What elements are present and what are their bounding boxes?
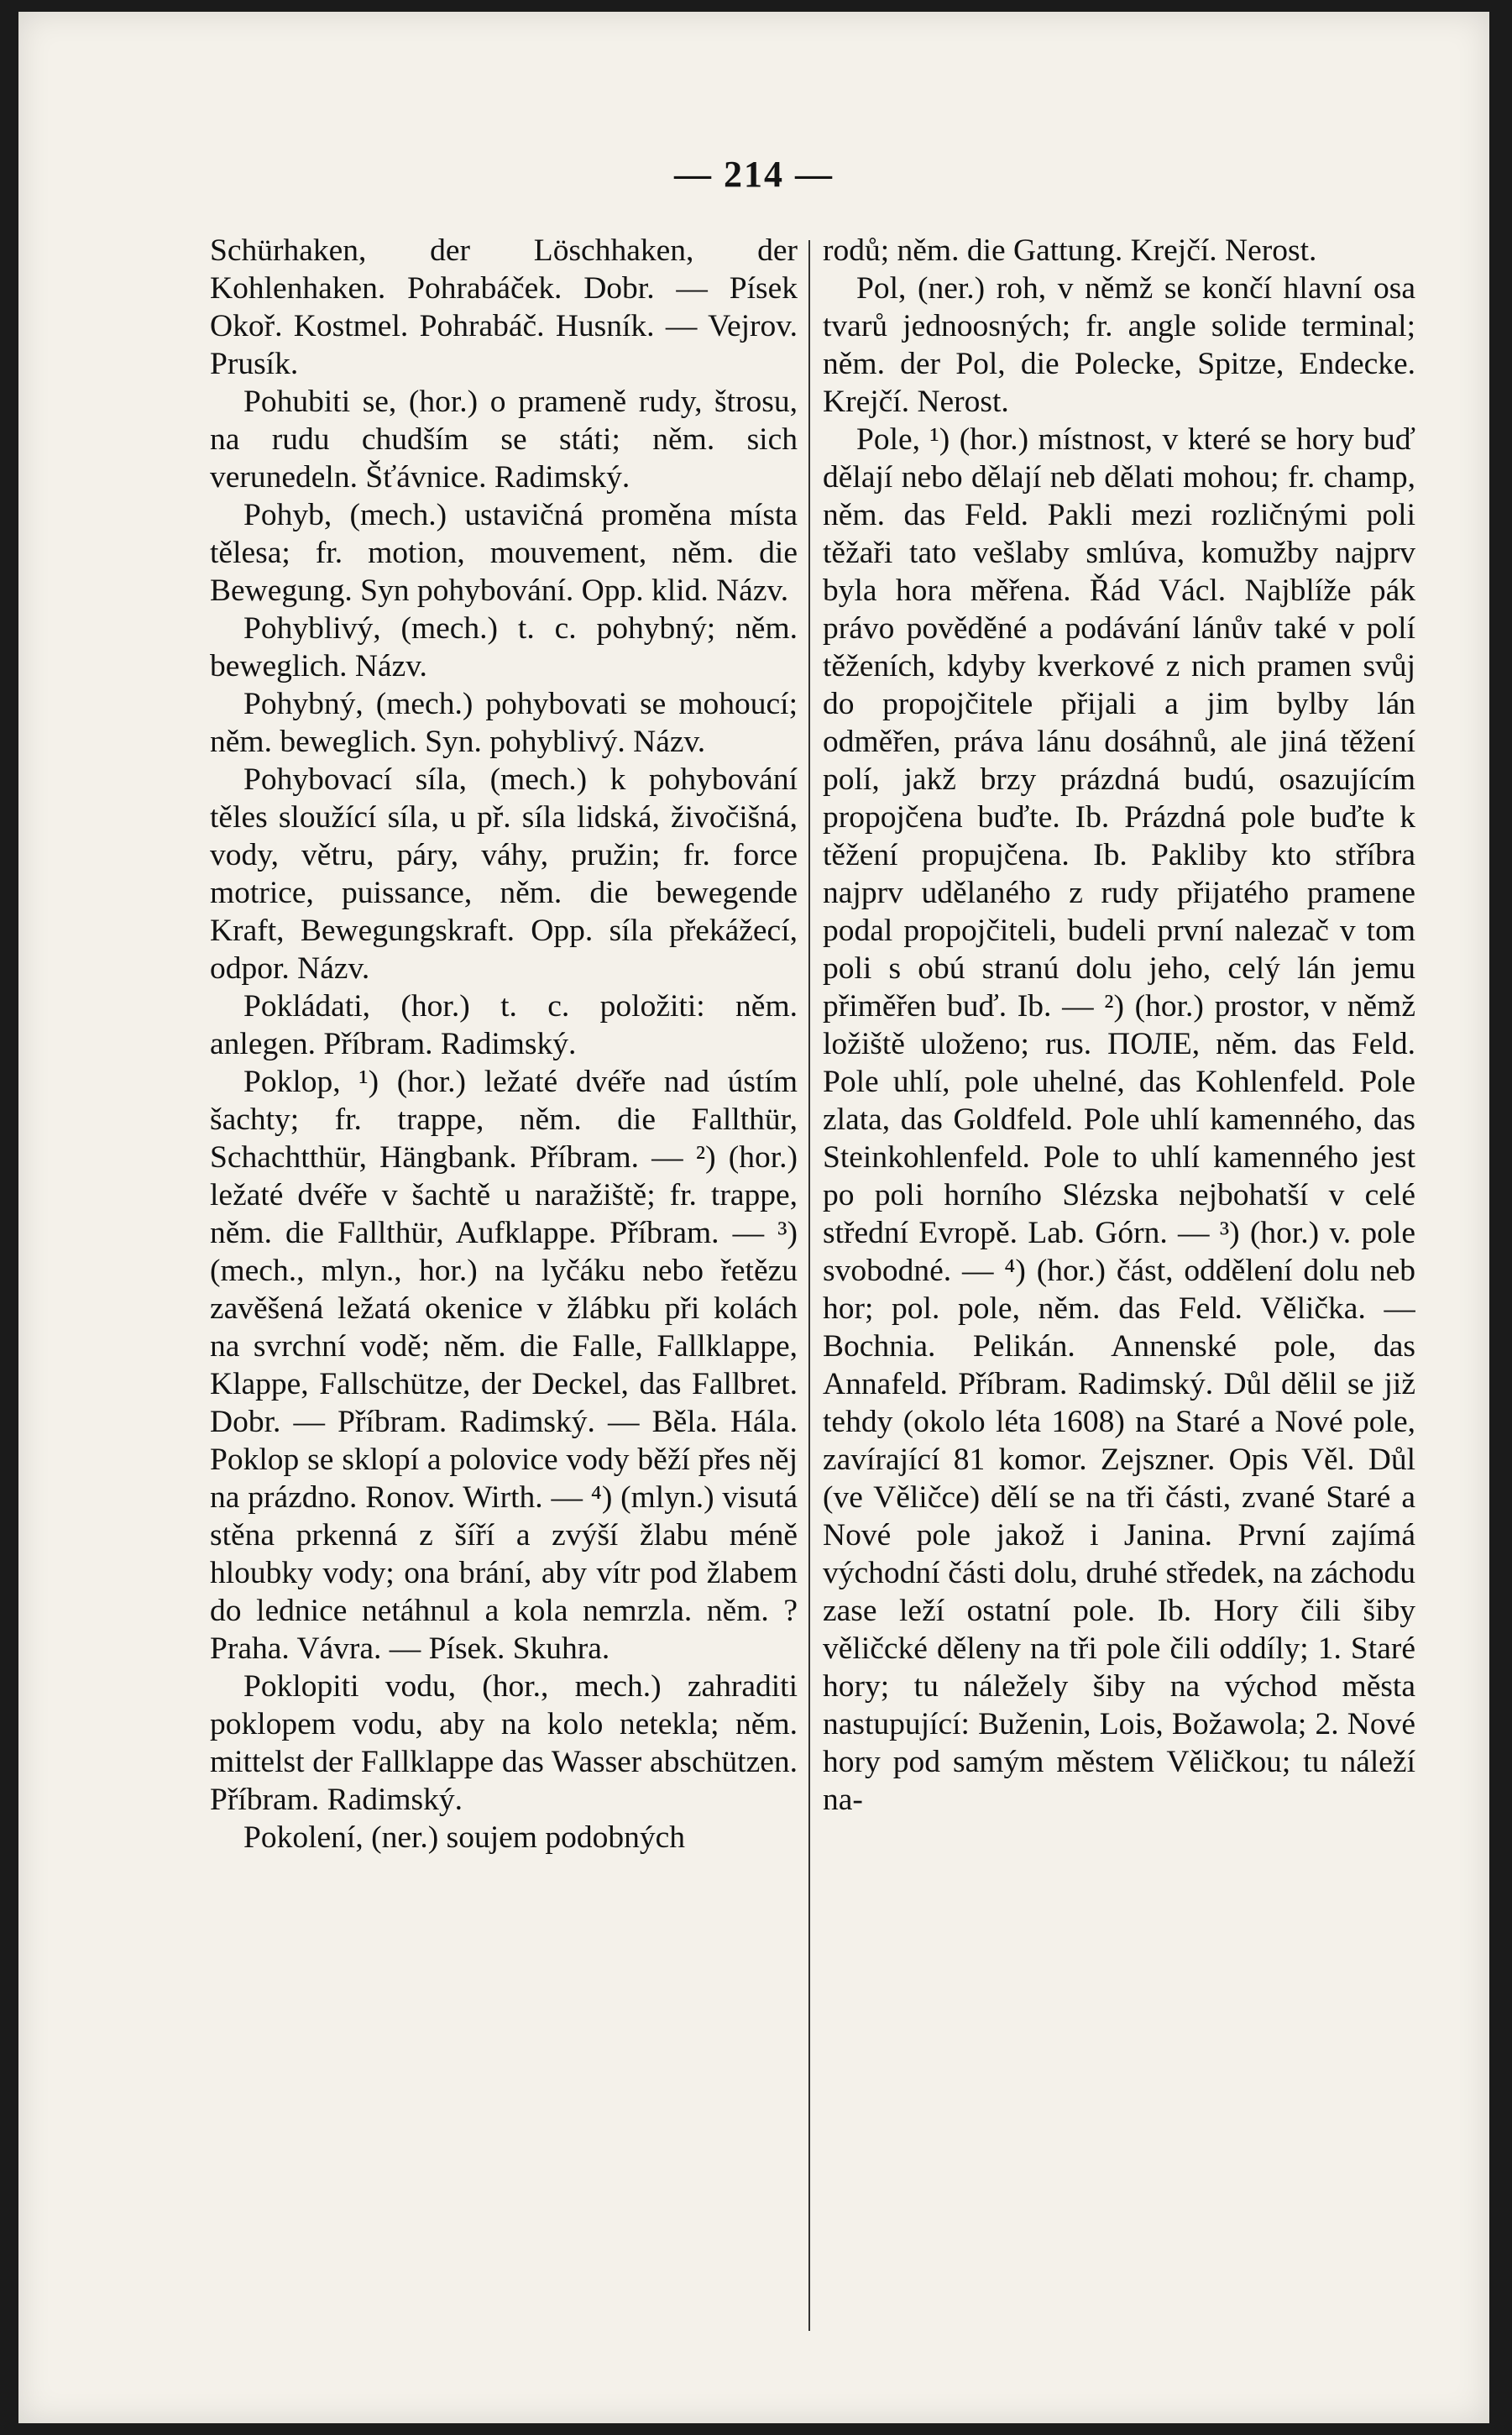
entry-schurhaken: Schürhaken, der Löschhaken, der Kohlenhaken. Pohrabáček. Dobr. — Písek Okoř. Kostmel. Pohrabáč. Husník. — Vejrov. Prusík. (210, 233, 798, 381)
entry-pohybny: Pohybný, (mech.) pohybovati se mohoucí; něm. beweglich. Syn. pohyblivý. Názv. (210, 687, 798, 759)
entry-pol: Pol, (ner.) roh, v němž se končí hlavní osa tvarů jednoosných; fr. angle solide terminal; něm. der Pol, die Polecke, Spitze, Endecke. Krejčí. Nerost. (823, 271, 1415, 419)
column-divider (808, 240, 810, 2331)
entry-pokladati: Pokládati, (hor.) t. c. položiti: něm. anlegen. Příbram. Radimský. (210, 989, 798, 1061)
text-columns (210, 232, 1427, 2348)
page-number: — 214 — (674, 154, 834, 195)
entry-poklopiti-vodu: Poklopiti vodu, (hor., mech.) zahraditi poklopem vodu, aby na kolo netekla; něm. mittelst der Fallklappe das Wasser abschützen. Příbram. Radimský. (210, 1669, 798, 1817)
entry-pohubiti-se: Pohubiti se, (hor.) o prameně rudy, štrosu, na rudu chudším se státi; něm. sich verunedeln. Šťávnice. Radimský. (210, 385, 798, 495)
dictionary-page (18, 12, 1489, 2423)
entry-poklop: Poklop, ¹) (hor.) ležaté dvéře nad ústím šachty; fr. trappe, něm. die Fallthür, Schachtthür, Hängbank. Příbram. — ²) (hor.) ležaté dvéře v šachtě u naražiště; fr. trappe, něm. die Fallthür, Aufklappe. Příbram. — ³) (mech., mlyn., hor.) na lyčáku nebo řetězu zavěšená ležatá okenice v žlábku při kolách na svrchní vodě; něm. die Falle, Fallklappe, Klappe, Fallschütze, der Deckel, das Fallbret. Dobr. — Příbram. Radimský. — Běla. Hála. Poklop se sklopí a polovice vody běží přes něj na prázdno. Ronov. Wirth. — ⁴) (mlyn.) visutá stěna prkenná z šíří a zvýší žlabu méně hloubky vody; ona brání, aby vítr pod žlabem do lednice netáhnul a kola nemrzla. něm. ? Praha. Vávra. — Písek. Skuhra. (210, 1065, 798, 1666)
entry-pohyb: Pohyb, (mech.) ustavičná proměna místa tělesa; fr. motion, mouvement, něm. die Bewegung. Syn pohybování. Opp. klid. Názv. (210, 498, 798, 608)
right-column (823, 232, 1415, 2348)
entry-pokoleni: Pokolení, (ner.) soujem podobných (243, 1820, 685, 1855)
entry-pole: Pole, ¹) (hor.) místnost, v které se hory buď dělají nebo dělají neb dělati mohou; fr. champ, něm. das Feld. Pakli mezi rozličnými poli těžaři tato vešlaby smlúva, komužby najprv byla hora měřena. Řád Václ. Najblíže pák právo pověděné a podávání lánův také v polí těženích, kdyby kverkové z nich pramen svůj do propojčitele přijali a jim bylby lán odměřen, práva lánu dosáhnů, ale jiná těžení polí, jakž brzy prázdná budú, osazujícím propojčena buďte. Ib. Prázdná pole buďte k těžení propujčena. Ib. Pakliby kto stříbra najprv udělaného z rudy přijatého pramene podal propojčiteli, budeli první nalezač v tom poli s obú stranú dolu jeho, celý lán jemu přiměřen buď. Ib. — ²) (hor.) prostor, v němž ložiště uloženo; rus. ПОЛЕ, něm. das Feld. Pole uhlí, pole uhelné, das Kohlenfeld. Pole zlata, das Goldfeld. Pole uhlí kamenného, das Steinkohlenfeld. Pole to uhlí kamenného jest po poli horního Slézska nejbohatší v celé střední Evropě. Lab. Górn. — ³) (hor.) v. pole svobodné. — ⁴) (hor.) část, oddělení dolu neb hor; pol. pole, něm. das Feld. Vělička. — Bochnia. Pelikán. Annenské pole, das Annafeld. Příbram. Radimský. Důl dělil se již tehdy (okolo léta 1608) na Staré a Nové pole, zavírající 81 komor. Zejszner. Opis Věl. Důl (ve Věličce) dělí se na tři části, zvané Staré a Nové pole jakož i Janina. První zajímá východní části dolu, druhé středek, na záchodu zase leží ostatní pole. Ib. Hory čili šiby věličcké děleny na tři pole čili oddíly; 1. Staré hory; tu náležely šiby na východ města nastupující: Buženin, Lois, Božawola; 2. Nové hory pod samým městem Věličkou; tu náleží na- (823, 422, 1415, 1817)
entry-rodu-continued: rodů; něm. die Gattung. Krejčí. Nerost. (823, 233, 1317, 268)
entry-pohybovaci-sila: Pohybovací síla, (mech.) k pohybování těles sloužící síla, u př. síla lidská, živočišná, vody, větru, páry, váhy, pružin; fr. force motrice, puissance, něm. die bewegende Kraft, Bewegungskraft. Opp. síla překážecí, odpor. Názv. (210, 762, 798, 986)
entry-pohyblivy: Pohyblivý, (mech.) t. c. pohybný; něm. beweglich. Názv. (210, 611, 798, 683)
left-column (210, 232, 798, 2348)
